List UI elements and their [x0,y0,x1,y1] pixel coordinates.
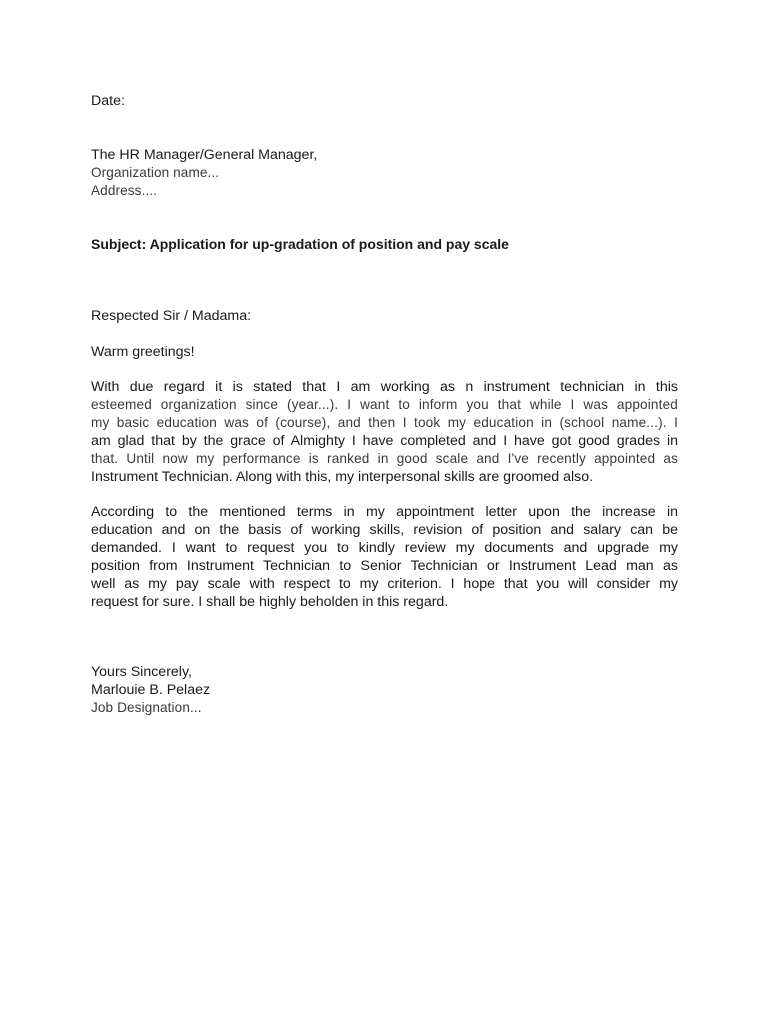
paragraph-line: well as my pay scale with respect to my criterion. I hope that you will consider my [91,576,678,592]
paragraph-line: that. Until now my performance is ranked in good scale and I've recently appointed as [91,451,678,466]
paragraph-line: Instrument Technician. Along with this, my interpersonal skills are groomed also. [91,469,594,485]
signer-designation: Job Designation... [91,700,202,715]
greeting: Warm greetings! [91,344,195,360]
salutation: Respected Sir / Madama: [91,308,252,324]
paragraph-line: esteemed organization since (year...). I want to inform you that while I was appointed [91,397,678,412]
paragraph-line: demanded. I want to request you to kindly review my documents and upgrade my [91,540,678,556]
recipient-organization: Organization name... [91,165,220,180]
subject-line: Subject: Application for up-gradation of position and pay scale [91,236,509,252]
paragraph-line: my basic education was of (course), and then I took my education in (school name...). I [91,415,678,430]
date-label: Date: [91,93,125,109]
paragraph-line: education and on the basis of working skills, revision of position and salary can be [91,522,678,538]
closing: Yours Sincerely, [91,664,192,680]
body-paragraph-2 [91,503,678,611]
signer-name: Marlouie B. Pelaez [91,682,211,698]
paragraph-line: am glad that by the grace of Almighty I have completed and I have got good grades in [91,433,678,449]
recipient-address: Address.... [91,183,158,198]
paragraph-line: position from Instrument Technician to Senior Technician or Instrument Lead man as [91,558,678,574]
paragraph-line: With due regard it is stated that I am working as n instrument technician in this [91,379,678,395]
body-paragraph-1 [91,378,678,486]
paragraph-line: According to the mentioned terms in my appointment letter upon the increase in [91,504,678,520]
recipient-title: The HR Manager/General Manager, [91,147,318,163]
paragraph-line: request for sure. I shall be highly beholden in this regard. [91,594,449,610]
